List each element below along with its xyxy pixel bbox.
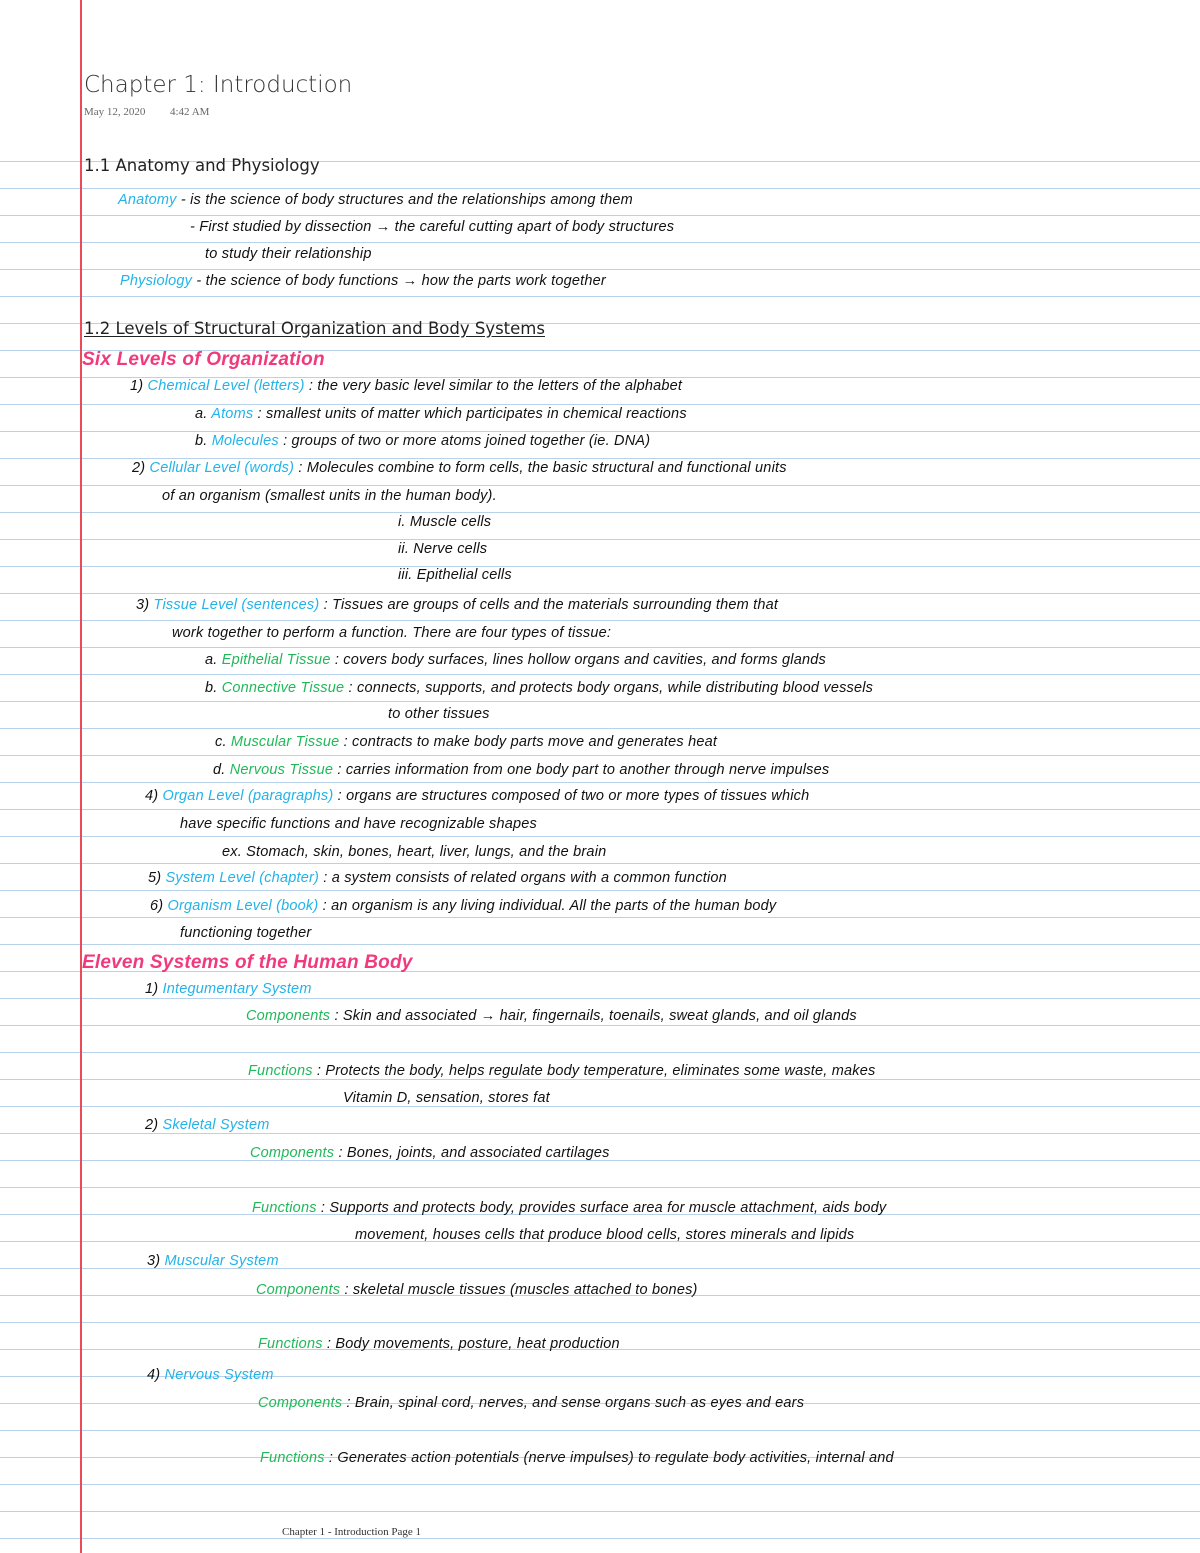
level-6-line-2: functioning together <box>180 925 312 941</box>
system-4-components <box>258 1396 804 1411</box>
page-title: Chapter 1: Introduction <box>84 72 353 98</box>
level-number: 3) <box>136 597 150 613</box>
anatomy-term: Anatomy <box>118 192 177 208</box>
anatomy-line-2: - First studied by dissection → the careful cutting apart of body structures <box>190 219 675 235</box>
level-3a-epithelial <box>205 653 826 668</box>
system-2-functions-line-2: movement, houses cells that produce blood cells, stores minerals and lipids <box>355 1227 855 1243</box>
section-heading-1-1: 1.1 Anatomy and Physiology <box>84 156 320 175</box>
system-2-components <box>250 1146 610 1161</box>
level-term: Organism Level (book) <box>167 898 319 914</box>
system-3-title <box>147 1254 279 1269</box>
item-definition: : covers body surfaces, lines hollow organs and cavities, and forms glands <box>334 652 826 668</box>
level-1a-atoms <box>195 407 687 422</box>
item-term: Nervous Tissue <box>229 762 334 778</box>
system-number: 3) <box>147 1253 161 1269</box>
components-text: : Bones, joints, and associated cartilages <box>338 1145 610 1161</box>
level-3c-muscular <box>215 735 717 750</box>
level-term: Chemical Level (letters) <box>147 378 305 394</box>
level-6-organism <box>150 899 776 914</box>
level-definition: : an organism is any living individual. All the parts of the human body <box>322 898 777 914</box>
system-4-title <box>147 1368 274 1383</box>
time-stamp: 4:42 AM <box>170 106 210 118</box>
level-3d-nervous <box>213 763 829 778</box>
item-term: Epithelial Tissue <box>221 652 331 668</box>
item-letter: d. <box>213 762 226 778</box>
item-letter: c. <box>215 734 227 750</box>
level-2-example-i: i. Muscle cells <box>398 514 492 530</box>
level-5-system <box>148 871 727 886</box>
components-text: : Skin and associated → hair, fingernails, toenails, sweat glands, and oil glands <box>334 1008 857 1024</box>
components-label: Components <box>250 1145 335 1161</box>
system-4-functions <box>260 1451 894 1466</box>
level-4-line-2: have specific functions and have recognizable shapes <box>180 816 538 832</box>
margin-line <box>80 0 82 1553</box>
eleven-systems-heading: Eleven Systems of the Human Body <box>82 952 413 973</box>
item-letter: b. <box>205 680 218 696</box>
item-term: Molecules <box>211 433 279 449</box>
level-3-line-2: work together to perform a function. There are four types of tissue: <box>172 625 612 641</box>
date-stamp: May 12, 2020 <box>84 106 146 118</box>
level-term: Organ Level (paragraphs) <box>162 788 334 804</box>
functions-label: Functions <box>248 1063 313 1079</box>
system-name: Muscular System <box>164 1253 279 1269</box>
components-label: Components <box>246 1008 331 1024</box>
level-2-example-ii: ii. Nerve cells <box>398 541 488 557</box>
system-1-functions <box>248 1064 875 1079</box>
item-term: Connective Tissue <box>221 680 345 696</box>
system-3-functions <box>258 1337 620 1352</box>
six-levels-heading: Six Levels of Organization <box>82 349 325 370</box>
level-definition: : organs are structures composed of two or more types of tissues which <box>337 788 810 804</box>
item-definition: : carries information from one body part to another through nerve impulses <box>337 762 830 778</box>
functions-label: Functions <box>260 1450 325 1466</box>
level-term: Tissue Level (sentences) <box>153 597 320 613</box>
anatomy-line <box>118 193 633 208</box>
level-definition: : the very basic level similar to the letters of the alphabet <box>308 378 683 394</box>
level-1-chemical <box>130 379 682 394</box>
system-1-title <box>145 982 312 997</box>
functions-text: : Generates action potentials (nerve impulses) to regulate body activities, internal and <box>328 1450 894 1466</box>
level-1b-molecules <box>195 434 650 449</box>
page-footer: Chapter 1 - Introduction Page 1 <box>282 1526 421 1538</box>
level-3-tissue <box>136 598 778 613</box>
system-1-functions-line-2: Vitamin D, sensation, stores fat <box>343 1090 550 1106</box>
item-definition: : contracts to make body parts move and generates heat <box>343 734 718 750</box>
level-4-example: ex. Stomach, skin, bones, heart, liver, lungs, and the brain <box>222 844 607 860</box>
level-3b-line-2: to other tissues <box>388 706 490 722</box>
components-label: Components <box>258 1395 343 1411</box>
system-2-functions <box>252 1201 886 1216</box>
level-number: 4) <box>145 788 159 804</box>
system-number: 2) <box>145 1117 159 1133</box>
components-text: : Brain, spinal cord, nerves, and sense organs such as eyes and ears <box>346 1395 805 1411</box>
system-2-title <box>145 1118 270 1133</box>
level-definition: : Tissues are groups of cells and the materials surrounding them that <box>323 597 779 613</box>
section-heading-1-2: 1.2 Levels of Structural Organization and Body Systems <box>84 319 545 338</box>
system-name: Skeletal System <box>162 1117 270 1133</box>
system-number: 4) <box>147 1367 161 1383</box>
functions-text: : Protects the body, helps regulate body temperature, eliminates some waste, makes <box>316 1063 876 1079</box>
level-number: 1) <box>130 378 144 394</box>
item-definition: : groups of two or more atoms joined together (ie. DNA) <box>283 433 651 449</box>
level-term: Cellular Level (words) <box>149 460 295 476</box>
system-name: Nervous System <box>164 1367 274 1383</box>
level-definition: : a system consists of related organs with a common function <box>323 870 727 886</box>
system-3-components <box>256 1283 698 1298</box>
anatomy-definition: - is the science of body structures and the relationships among them <box>180 192 633 208</box>
item-letter: a. <box>195 406 208 422</box>
level-3b-connective <box>205 681 873 696</box>
functions-text: : Supports and protects body, provides surface area for muscle attachment, aids body <box>320 1200 887 1216</box>
item-definition: : smallest units of matter which participates in chemical reactions <box>257 406 687 422</box>
level-number: 2) <box>132 460 146 476</box>
anatomy-line-3: to study their relationship <box>205 246 372 262</box>
level-2-cellular <box>132 461 787 476</box>
system-number: 1) <box>145 981 159 997</box>
level-4-organ <box>145 789 809 804</box>
item-definition: : connects, supports, and protects body organs, while distributing blood vessels <box>348 680 874 696</box>
item-term: Muscular Tissue <box>230 734 340 750</box>
level-2-line-2: of an organism (smallest units in the human body). <box>162 488 497 504</box>
level-number: 5) <box>148 870 162 886</box>
system-1-components <box>246 1009 857 1024</box>
level-definition: : Molecules combine to form cells, the basic structural and functional units <box>298 460 787 476</box>
level-term: System Level (chapter) <box>165 870 320 886</box>
components-text: : skeletal muscle tissues (muscles attached to bones) <box>344 1282 698 1298</box>
item-term: Atoms <box>211 406 254 422</box>
system-name: Integumentary System <box>162 981 312 997</box>
functions-text: : Body movements, posture, heat production <box>326 1336 620 1352</box>
functions-label: Functions <box>258 1336 323 1352</box>
physiology-definition: - the science of body functions → how the parts work together <box>196 273 606 289</box>
components-label: Components <box>256 1282 341 1298</box>
physiology-term: Physiology <box>120 273 193 289</box>
item-letter: a. <box>205 652 218 668</box>
item-letter: b. <box>195 433 208 449</box>
functions-label: Functions <box>252 1200 317 1216</box>
physiology-line <box>120 274 606 289</box>
level-number: 6) <box>150 898 164 914</box>
level-2-example-iii: iii. Epithelial cells <box>398 567 512 583</box>
